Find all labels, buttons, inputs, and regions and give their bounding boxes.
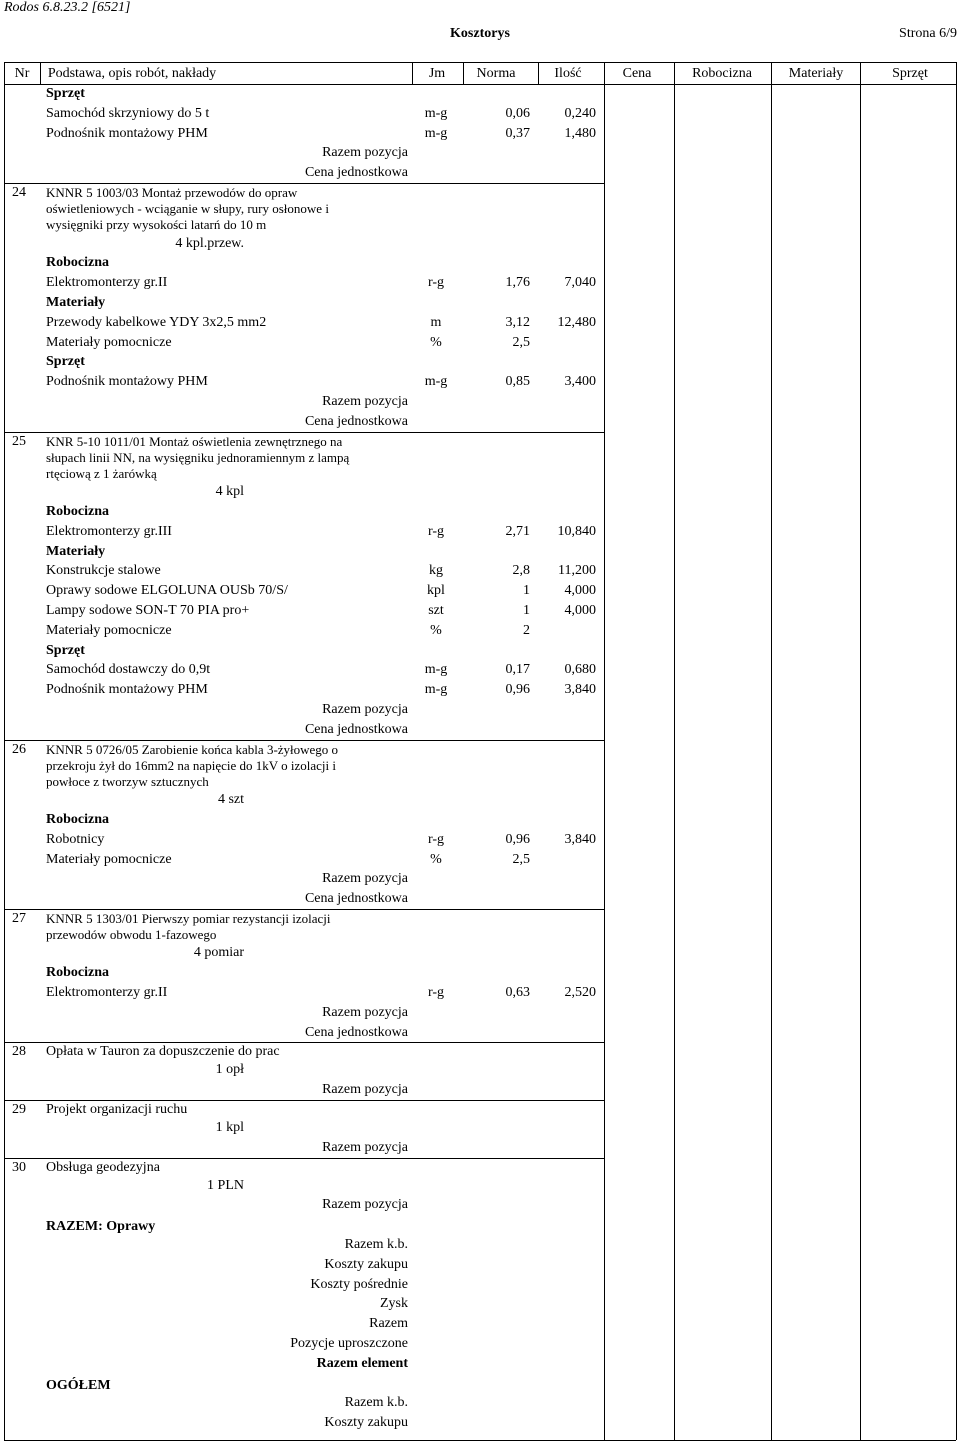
summary-label: Razem pozycja [322,1139,408,1155]
col-line [771,84,772,1440]
resource-description: Materiały pomocnicze [46,334,172,350]
resource-description: Konstrukcje stalowe [46,563,161,579]
category-label: Robocizna [46,255,109,271]
position-quantity: 4 szt [217,792,244,808]
resource-description: Elektromonterzy gr.II [46,985,168,1000]
quantity-value: 3,840 [564,831,596,847]
page-number: Strona 6/9 [899,26,957,41]
unit: % [430,334,442,350]
position-number: 25 [12,433,26,449]
resource-description: Robotnicy [46,831,105,847]
position-description: KNNR 5 1003/03 Montaż przewodów do opraw [46,185,298,200]
column-header: Norma [476,66,516,81]
position-separator [4,432,604,433]
section-title: RAZEM: Oprawy [46,1219,156,1235]
category-label: Sprzęt [46,86,85,101]
section-title: OGÓŁEM [46,1377,111,1393]
col-line [604,84,605,1440]
quantity-value: 3,840 [564,682,596,698]
position-description: KNR 5-10 1011/01 Montaż oświetlenia zewnętrznego na [46,433,343,449]
unit: kpl [427,583,445,599]
col-line [860,84,861,1440]
column-header: Ilość [554,66,582,81]
summary-label: Razem [369,1316,408,1332]
unit: % [430,851,442,867]
norm-value: 2,5 [512,851,530,867]
summary-label: Razem pozycja [322,702,408,717]
column-header: Cena [622,66,652,81]
norm-value: 3,12 [505,314,530,330]
unit: kg [429,563,443,579]
quantity-value: 11,200 [558,563,596,579]
position-quantity: 1 opł [215,1062,244,1078]
position-separator [4,1042,604,1043]
position-quantity: 1 PLN [207,1177,244,1193]
summary-label: Koszty zakupu [324,1256,408,1272]
quantity-value: 10,840 [557,523,596,539]
summary-label: Razem pozycja [322,145,408,161]
norm-value: 1 [523,603,530,618]
unit: r-g [427,523,445,539]
resource-description: Materiały pomocnicze [46,851,172,867]
position-description: KNNR 5 1303/01 Pierwszy pomiar rezystancji izolacji [46,911,331,926]
summary-label: Cena jednostkowa [304,891,408,907]
summary-label: Pozycje uproszczone [290,1336,408,1351]
summary-label: Cena jednostkowa [304,413,408,429]
norm-value: 0,96 [505,682,530,698]
norm-value: 2,71 [505,523,530,539]
unit: m-g [424,682,448,698]
quantity-value: 0,240 [564,105,596,121]
quantity-value: 2,520 [564,985,596,1000]
resource-description: Samochód skrzyniowy do 5 t [46,105,210,121]
quantity-value: 4,000 [564,583,596,599]
norm-value: 0,96 [505,831,530,847]
position-description: przekroju żył do 16mm2 na napięcie do 1kV o izolacji i [46,757,337,773]
unit: m-g [424,125,448,141]
position-quantity: 4 kpl.przew. [175,235,244,251]
unit: % [430,622,442,638]
summary-label: Cena jednostkowa [304,721,408,737]
resource-description: Podnośnik montażowy PHM [46,125,208,141]
unit: szt [428,603,444,618]
position-separator [4,1100,604,1101]
unit: r-g [427,275,445,291]
unit: r-g [427,831,445,847]
norm-value: 0,17 [505,662,530,678]
norm-value: 1 [523,583,530,599]
summary-label: Cena jednostkowa [304,1024,408,1040]
norm-value: 2,5 [512,334,530,350]
norm-value: 0,63 [505,985,530,1000]
norm-value: 0,06 [505,105,530,121]
quantity-value: 0,680 [564,662,596,678]
column-header: Podstawa, opis robót, nakłady [47,66,217,81]
unit: r-g [427,985,445,1000]
category-label: Materiały [46,543,106,559]
summary-label: Razem pozycja [322,1082,408,1098]
norm-value: 0,85 [505,374,530,390]
resource-description: Podnośnik montażowy PHM [46,682,208,698]
unit: m-g [424,105,448,121]
summary-label: Cena jednostkowa [304,165,408,181]
col-line [956,84,957,1440]
position-separator [4,909,604,910]
category-label: Robocizna [46,965,109,981]
position-number: 30 [12,1159,26,1175]
summary-label: Razem k.b. [344,1237,408,1252]
column-header: Nr [14,66,30,81]
norm-value: 0,37 [505,125,530,141]
resource-description: Elektromonterzy gr.II [46,275,168,291]
resource-description: Materiały pomocnicze [46,622,172,638]
column-header: Sprzęt [892,66,928,81]
category-label: Robocizna [46,812,109,827]
table-top-border [4,62,956,63]
category-label: Sprzęt [46,642,85,658]
position-number: 27 [12,911,26,926]
position-description: KNNR 5 0726/05 Zarobienie końca kabla 3-żyłowego o [46,741,339,757]
position-description: przewodów obwodu 1-fazowego [46,927,217,943]
position-description: Obsługa geodezyjna [46,1159,160,1175]
position-separator [4,183,604,184]
position-description: powłoce z tworzyw sztucznych [46,774,209,789]
position-description: Opłata w Tauron za dopuszczenie do prac [46,1044,280,1060]
position-quantity: 1 kpl [215,1120,244,1135]
summary-label: Razem pozycja [322,1197,408,1213]
resource-description: Elektromonterzy gr.III [46,523,172,539]
position-quantity: 4 pomiar [193,945,244,961]
col-line [674,84,675,1440]
unit: m-g [424,662,448,678]
document-title: Kosztorys [450,26,510,41]
summary-label: Koszty zakupu [324,1415,408,1431]
summary-label: Razem pozycja [322,871,408,887]
resource-description: Podnośnik montażowy PHM [46,374,208,390]
resource-description: Oprawy sodowe ELGOLUNA OUSb 70/S/ [46,583,288,599]
summary-label: Razem element [316,1355,408,1371]
position-number: 29 [12,1102,26,1117]
position-separator [4,1158,604,1159]
norm-value: 2,8 [512,563,530,579]
unit: m-g [424,374,448,390]
header-bottom-border [4,84,956,85]
quantity-value: 4,000 [564,603,596,618]
norm-value: 1,76 [505,275,530,291]
column-header: Robocizna [692,66,752,81]
summary-label: Zysk [380,1296,408,1312]
column-header: Jm [428,66,446,81]
position-quantity: 4 kpl [215,484,244,500]
table-bottom-border [4,1440,956,1441]
column-header: Materiały [788,66,844,81]
resource-description: Przewody kabelkowe YDY 3x2,5 mm2 [46,314,267,330]
position-description: Projekt organizacji ruchu [46,1102,188,1117]
position-description: rtęciową z 1 żarówką [46,466,157,481]
quantity-value: 7,040 [564,275,596,291]
position-description: słupach linii NN, na wysięgniku jednoramiennym z lampą [46,449,350,465]
norm-value: 2 [523,622,530,638]
position-separator [4,740,604,741]
resource-description: Lampy sodowe SON-T 70 PIA pro+ [46,603,250,618]
category-label: Robocizna [46,504,109,519]
quantity-value: 1,480 [564,125,596,141]
category-label: Sprzęt [46,354,85,370]
unit: m [430,314,442,330]
summary-label: Koszty pośrednie [310,1276,408,1292]
resource-description: Samochód dostawczy do 0,9t [46,662,211,678]
position-number: 26 [12,741,26,757]
quantity-value: 12,480 [557,314,596,330]
position-number: 28 [12,1044,26,1060]
summary-label: Razem k.b. [344,1395,408,1411]
position-description: oświetleniowych - wciąganie w słupy, rury osłonowe i [46,201,329,217]
position-description: wysięgniki przy wysokości latarń do 10 m [46,217,267,233]
summary-label: Razem pozycja [322,394,408,409]
quantity-value: 3,400 [564,374,596,390]
col-line [4,84,5,1440]
category-label: Materiały [46,295,106,310]
summary-label: Razem pozycja [322,1004,408,1020]
position-number: 24 [12,185,26,200]
app-version: Rodos 6.8.23.2 [6521] [4,0,131,15]
